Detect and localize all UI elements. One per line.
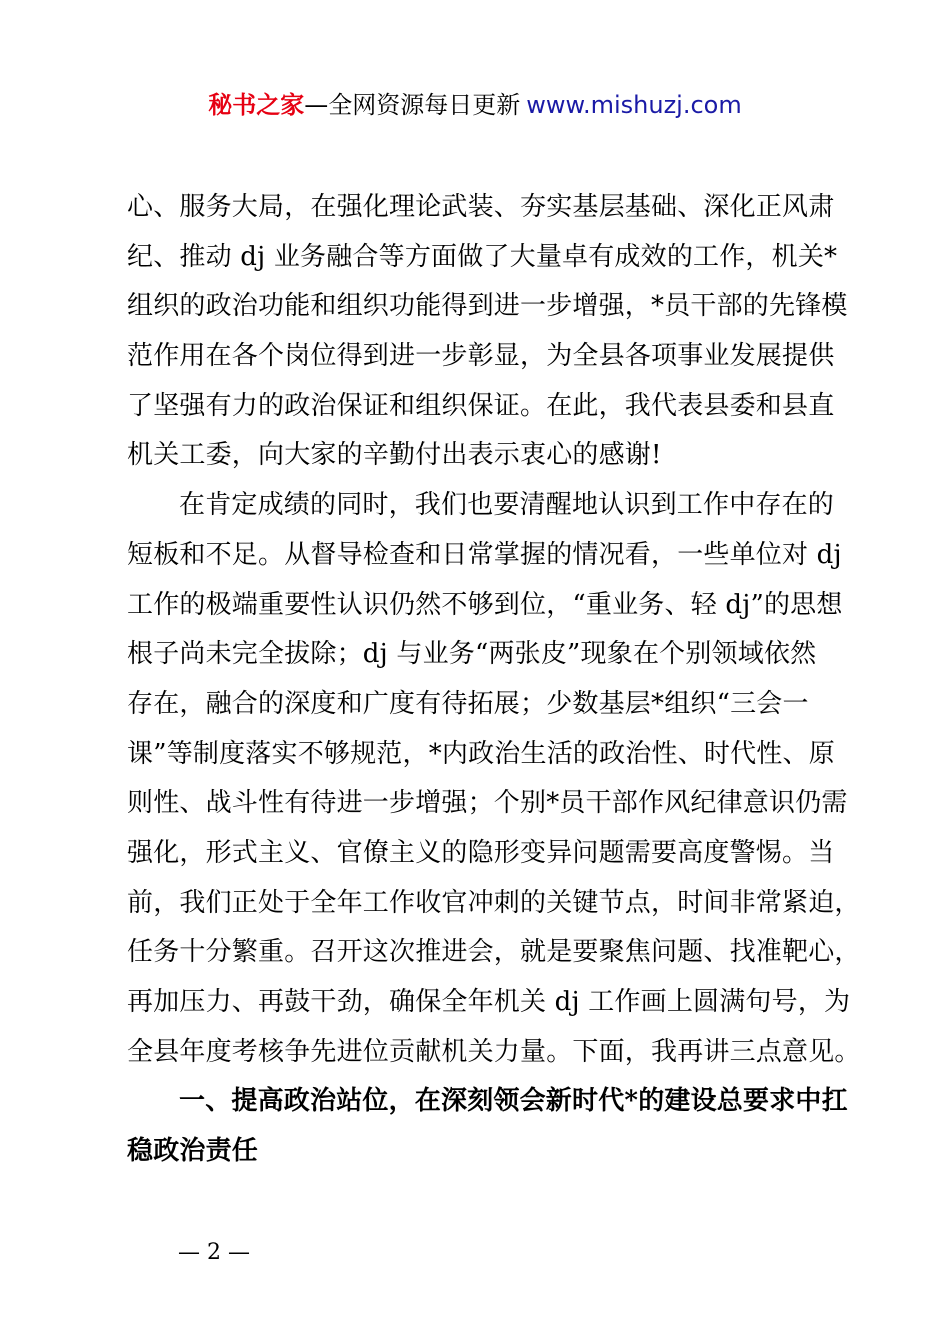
body-line: 范作用在各个岗位得到进一步彰显，为全县各项事业发展提供 xyxy=(127,341,835,372)
body-line: 纪、推动 dj 业务融合等方面做了大量卓有成效的工作，机关* xyxy=(127,241,838,272)
body-line: 机关工委，向大家的辛勤付出表示衷心的感谢! xyxy=(127,440,662,471)
body-line: 再加压力、再鼓干劲，确保全年机关 dj 工作画上圆满句号，为 xyxy=(127,987,851,1017)
page-header xyxy=(0,88,950,122)
body-line: 课”等制度落实不够规范，*内政治生活的政治性、时代性、原 xyxy=(127,738,835,769)
brand-name: 秘书之家 xyxy=(208,91,305,119)
body-line: 强化，形式主义、官僚主义的隐形变异问题需要高度警惕。当 xyxy=(127,837,835,868)
body-line: 任务十分繁重。召开这次推进会，就是要聚焦问题、找准靶心， xyxy=(127,937,861,968)
paragraph-start-line: 在肯定成绩的同时，我们也要清醒地认识到工作中存在的 xyxy=(179,490,835,521)
body-line: 全县年度考核争先进位贡献机关力量。下面，我再讲三点意见。 xyxy=(127,1036,861,1067)
body-line: 存在，融合的深度和广度有待拓展；少数基层*组织“三会一 xyxy=(127,688,809,719)
body-line: 了坚强有力的政治保证和组织保证。在此，我代表县委和县直 xyxy=(127,390,835,421)
body-line: 短板和不足。从督导检查和日常掌握的情况看，一些单位对 dj xyxy=(127,539,842,570)
header-tagline: —全网资源每日更新 xyxy=(304,91,521,119)
body-line: 根子尚未完全拔除；dj 与业务“两张皮”现象在个别领域依然 xyxy=(127,639,817,670)
document-body xyxy=(127,183,861,1177)
body-line: 心、服务大局，在强化理论武装、夯实基层基础、深化正风肃 xyxy=(127,192,835,222)
section-heading-line: 一、提高政治站位，在深刻领会新时代*的建设总要求中扛 xyxy=(179,1086,848,1117)
body-line: 工作的极端重要性认识仍然不够到位，“重业务、轻 dj”的思想 xyxy=(127,589,843,620)
body-line: 则性、战斗性有待进一步增强；个别*员干部作风纪律意识仍需 xyxy=(127,788,848,819)
body-line: 前，我们正处于全年工作收官冲刺的关键节点，时间非常紧迫， xyxy=(127,887,861,918)
page-number: — 2 — xyxy=(178,1240,250,1265)
section-heading-line: 稳政治责任 xyxy=(127,1136,259,1167)
body-line: 组织的政治功能和组织功能得到进一步增强，*员干部的先锋模 xyxy=(127,291,848,322)
site-link[interactable]: www.mishuzj.com xyxy=(526,91,742,119)
